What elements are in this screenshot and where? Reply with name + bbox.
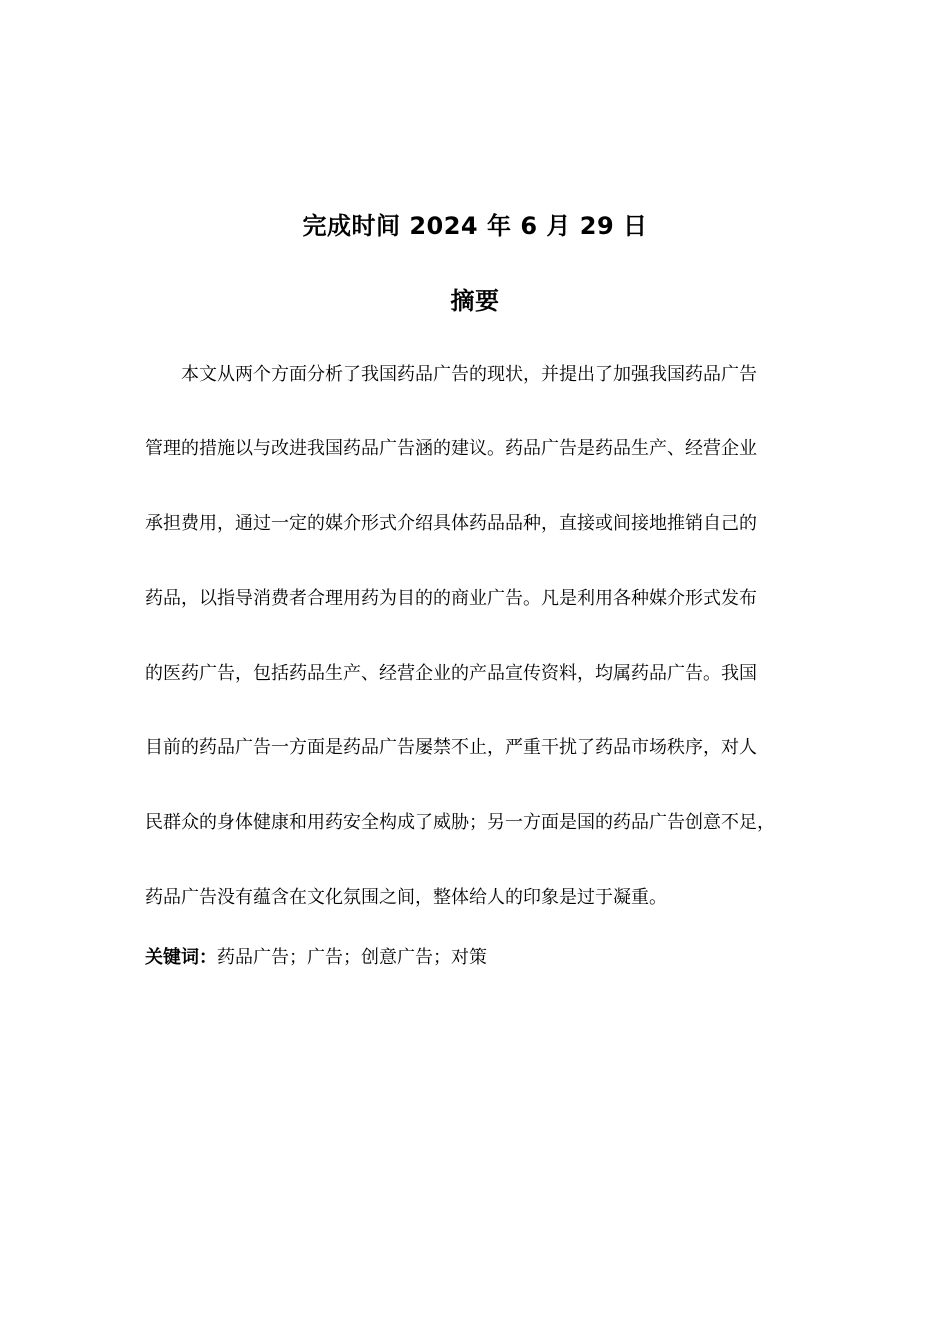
abstract-line: 目前的药品广告一方面是药品广告屡禁不止，严重干扰了药品市场秩序，对人 [145, 737, 757, 758]
keywords-label: 关键词： [145, 947, 217, 968]
abstract-line: 管理的措施以与改进我国药品广告涵的建议。药品广告是药品生产、经营企业 [145, 438, 757, 459]
abstract-heading: 摘要 [450, 287, 500, 315]
abstract-line: 药品，以指导消费者合理用药为目的的商业广告。凡是利用各种媒介形式发布 [145, 588, 757, 609]
abstract-line: 药品广告没有蕴含在文化氛围之间，整体给人的印象是过于凝重。 [145, 887, 667, 908]
abstract-line: 民群众的身体健康和用药安全构成了威胁；另一方面是国的药品广告创意不足， [145, 812, 775, 833]
abstract-line: 的医药广告，包括药品生产、经营企业的产品宣传资料，均属药品广告。我国 [145, 663, 757, 684]
abstract-line: 承担费用，通过一定的媒介形式介绍具体药品品种，直接或间接地推销自己的 [145, 513, 757, 534]
keywords-text: 药品广告；广告；创意广告；对策 [217, 947, 487, 968]
completion-date-heading: 完成时间 2024 年 6 月 29 日 [302, 212, 648, 240]
abstract-line: 本文从两个方面分析了我国药品广告的现状，并提出了加强我国药品广告 [181, 364, 757, 385]
keywords-line [145, 946, 487, 970]
